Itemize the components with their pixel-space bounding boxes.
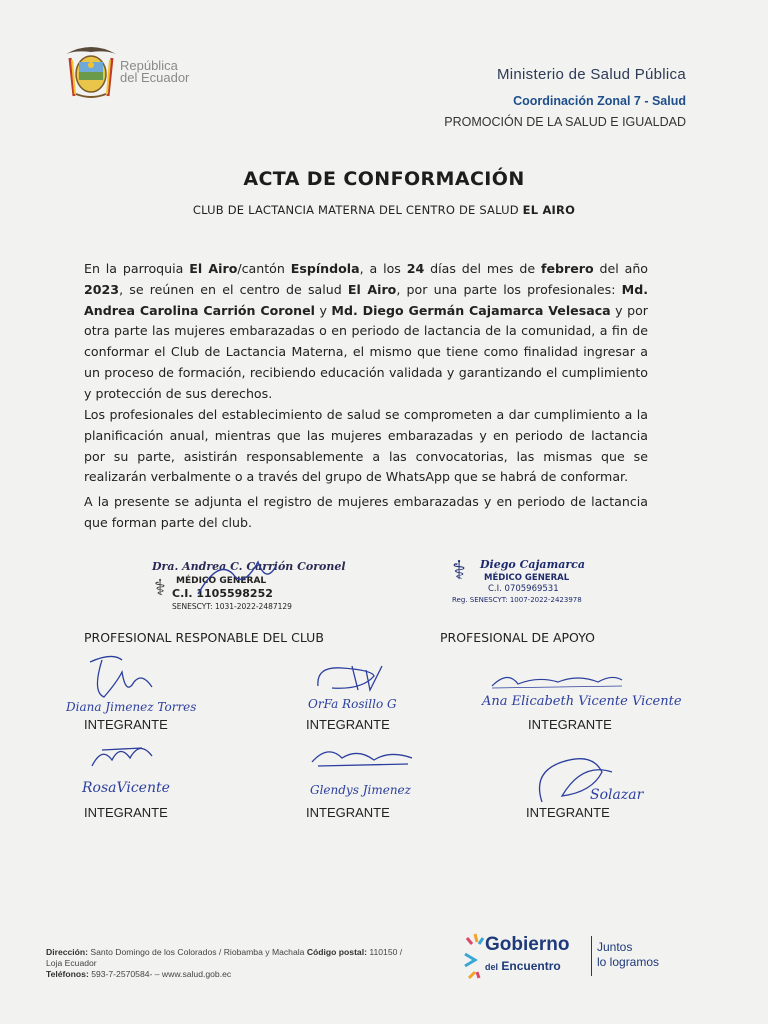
gobierno-del-encuentro-logo [463, 930, 673, 985]
paragraph-2: Los profesionales del establecimiento de salud se comprometen a dar cumplimiento a la planificación anual, mientras que las mujeres embarazadas y en periodo de lactancia por su parte, asistirán responsablemente a las convocatorias, las mismas que se realizarán verbalmente o a través del grupo de WhatsApp que se habrá de conformar. [84, 407, 648, 485]
stamp-name: Diego Cajamarca [480, 558, 585, 571]
member-1-name: Diana Jimenez Torres [66, 700, 197, 714]
signature-member-1 [82, 652, 162, 702]
label-responsible: PROFESIONAL RESPONABLE DEL CLUB [84, 630, 324, 645]
paragraph-1: En la parroquia El Airo/cantón Espíndola, a los 24 días del mes de febrero del año 2023, se reúnen en el centro de salud El Airo, por una parte los profesionales: Md. Andrea Carolina Carrión Coronel y Md. Diego Germán Cajamarca Velesaca y por otra parte las mujeres embarazadas o en periodo de lactancia de la comunidad, a fin de conformar el Club de Lactancia Materna, el mismo que tiene como finalidad ingresar a un proceso de formación, recibiendo educación validada y garantizando el cumplimiento y protección de sus derechos. [84, 261, 649, 401]
zonal-coordination: Coordinación Zonal 7 - Salud [513, 94, 686, 108]
member-4-name: RosaVicente [82, 780, 170, 796]
signature-doctor-left [188, 554, 278, 604]
stamp-role: MÉDICO GENERAL [176, 576, 267, 586]
label-support: PROFESIONAL DE APOYO [440, 630, 595, 645]
caduceus-icon: ⚕ [452, 556, 467, 586]
promotion-department: PROMOCIÓN DE LA SALUD E IGUALDAD [444, 115, 686, 129]
gob-big-text: Gobierno [485, 934, 570, 955]
sun-rays-icon [463, 930, 487, 982]
footer-contact: Dirección: Santo Domingo de los Colorados / Riobamba y Machala Código postal: 110150 / Loja Ecuador Teléfonos: 593-7-2570584- – www.salud.gob.ec [46, 947, 403, 979]
stamp-registration: Reg. SENESCYT: 1007-2022-2423978 [452, 596, 582, 604]
republic-label: República del Ecuador [120, 58, 190, 85]
document-subtitle: CLUB DE LACTANCIA MATERNA DEL CENTRO DE SALUD EL AIRO [192, 203, 576, 217]
stamp-registration: SENESCYT: 1031-2022-2487129 [172, 602, 292, 611]
signature-member-2 [312, 660, 392, 696]
logo-divider [591, 936, 592, 976]
member-1-integrante: INTEGRANTE [84, 717, 168, 732]
signature-member-4 [82, 736, 162, 776]
gob-small-text: del Encuentro [485, 959, 561, 973]
member-3-integrante: INTEGRANTE [528, 717, 612, 732]
stamp-name: Dra. Andrea C. Carrión Coronel [152, 560, 346, 573]
signature-member-3 [488, 666, 628, 692]
member-6-integrante: INTEGRANTE [526, 805, 610, 820]
signature-member-5 [308, 742, 418, 770]
caduceus-icon: ⚕ [154, 576, 166, 601]
member-5-integrante: INTEGRANTE [306, 805, 390, 820]
member-5-name: Glendys Jimenez [310, 783, 411, 797]
stamp-ci: C.I. 1105598252 [172, 587, 273, 600]
member-6-name: Solazar [590, 787, 644, 803]
stamp-ci: C.I. 0705969531 [488, 584, 559, 594]
ecuador-coat-of-arms-icon [62, 40, 120, 102]
stamp-role: MÉDICO GENERAL [484, 573, 570, 583]
gob-slogan: Juntos lo logramos [597, 940, 660, 969]
signature-member-6 [522, 752, 632, 812]
member-3-name: Ana Elicabeth Vicente Vicente [482, 694, 682, 709]
ministry-name: Ministerio de Salud Pública [496, 66, 686, 83]
member-2-name: OrFa Rosillo G [308, 697, 397, 711]
member-2-integrante: INTEGRANTE [306, 717, 390, 732]
stamp-responsible-doctor [148, 556, 346, 616]
document-title: ACTA DE CONFORMACIÓN [243, 168, 525, 190]
paragraph-3: A la presente se adjunta el registro de mujeres embarazadas y en periodo de lactancia que forman parte del club. [84, 494, 648, 530]
member-4-integrante: INTEGRANTE [84, 805, 168, 820]
stamp-support-doctor [448, 556, 608, 612]
